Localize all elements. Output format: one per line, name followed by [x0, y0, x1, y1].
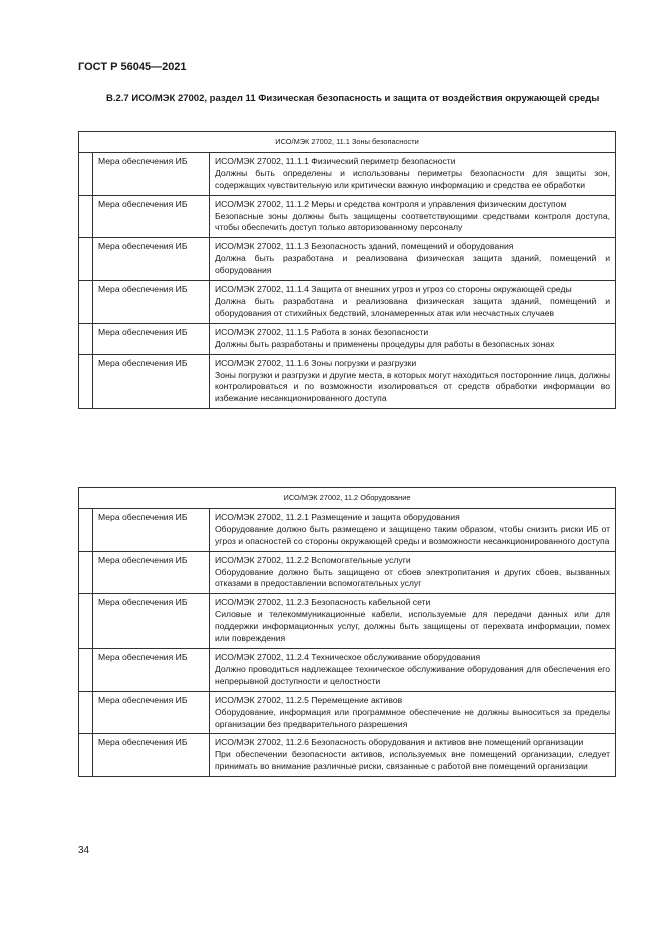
- group-header: ИСО/МЭК 27002, 11.1 Зоны безопасности: [79, 132, 616, 153]
- table-row: [79, 354, 616, 409]
- empty-cell: [79, 281, 93, 324]
- table-row: [79, 691, 616, 734]
- empty-cell: [79, 691, 93, 734]
- measure-cell: Мера обеспечения ИБ: [93, 238, 210, 281]
- control-text: Безопасные зоны должны быть защищены соответствующими средствами контроля доступа, чтобы обеспечить доступ только авторизованному персоналу: [215, 210, 610, 233]
- description-cell: [210, 551, 616, 594]
- measure-cell: Мера обеспечения ИБ: [93, 734, 210, 777]
- section-number: B.2.7: [106, 93, 129, 104]
- section-heading: [78, 92, 614, 105]
- control-text: Должна быть разработана и реализована физическая защита зданий, помещений и оборудования: [215, 253, 610, 276]
- measure-cell: Мера обеспечения ИБ: [93, 648, 210, 691]
- table-row: [79, 648, 616, 691]
- control-text: При обеспечении безопасности активов, используемых вне помещений организации, следует принимать во внимание различные риски, связанные с работой вне помещений организации: [215, 749, 611, 772]
- table-row: [79, 551, 616, 594]
- control-text: Силовые и телекоммуникационные кабели, используемые для передачи данных или для поддержки информационных услуг, должны быть защищены от перехвата информации, помех или повреждения: [215, 609, 611, 644]
- control-title: ИСО/МЭК 27002, 11.2.6 Безопасность оборудования и активов вне помещений организации: [215, 737, 584, 748]
- description-cell: [210, 238, 616, 281]
- table-row: [79, 323, 616, 354]
- control-title: ИСО/МЭК 27002, 11.1.4 Защита от внешних угроз и угроз со стороны окружающей среды: [215, 284, 572, 295]
- description-cell: [210, 323, 616, 354]
- empty-cell: [79, 323, 93, 354]
- control-title: ИСО/МЭК 27002, 11.2.3 Безопасность кабельной сети: [215, 597, 431, 608]
- controls-table-equipment: [78, 487, 616, 777]
- control-text: Оборудование, информация или программное обеспечение не должны выноситься за пределы организации без предварительного разрешения: [215, 706, 611, 729]
- measure-cell: Мера обеспечения ИБ: [93, 594, 210, 649]
- control-text: Оборудование должно быть размещено и защищено таким образом, чтобы снизить риски ИБ от угроз и опасностей со стороны окружающей среды и возможности несанкционированного доступа: [215, 523, 611, 546]
- empty-cell: [79, 508, 93, 551]
- page-number: 34: [78, 845, 90, 856]
- description-cell: [210, 648, 616, 691]
- table-row: [79, 195, 616, 238]
- control-text: Должны быть определены и использованы периметры безопасности для защиты зон, содержащих чувствительную или критически важную информацию и средства ее обработки: [215, 167, 610, 190]
- control-text: Зоны погрузки и разгрузки и другие места, в которых могут находиться посторонние лица, должны контролироваться и по возможности изолироваться от средств обработки информации во избежание несанкционированного доступа: [215, 369, 610, 404]
- controls-table-zones: [78, 131, 616, 409]
- control-title: ИСО/МЭК 27002, 11.1.1 Физический периметр безопасности: [215, 155, 456, 166]
- control-text: Должны быть разработаны и применены процедуры для работы в безопасных зонах: [215, 338, 555, 349]
- description-cell: [210, 508, 616, 551]
- empty-cell: [79, 238, 93, 281]
- measure-cell: Мера обеспечения ИБ: [93, 691, 210, 734]
- control-title: ИСО/МЭК 27002, 11.1.5 Работа в зонах безопасности: [215, 326, 429, 337]
- control-title: ИСО/МЭК 27002, 11.1.2 Меры и средства контроля и управления физическим доступом: [215, 198, 567, 209]
- empty-cell: [79, 734, 93, 777]
- table-row: [79, 238, 616, 281]
- measure-cell: Мера обеспечения ИБ: [93, 551, 210, 594]
- measure-cell: Мера обеспечения ИБ: [93, 281, 210, 324]
- control-text: Должно проводиться надлежащее техническое обслуживание оборудования для обеспечения его непрерывной доступности и целостности: [215, 663, 611, 686]
- description-cell: [210, 691, 616, 734]
- table-row: [79, 734, 616, 777]
- control-title: ИСО/МЭК 27002, 11.2.4 Техническое обслуживание оборудования: [215, 651, 481, 662]
- control-text: Оборудование должно быть защищено от сбоев электропитания и других сбоев, вызванных отказами в предоставлении вспомогательных услуг: [215, 566, 611, 589]
- empty-cell: [79, 195, 93, 238]
- standard-header: ГОСТ Р 56045—2021: [78, 61, 187, 73]
- control-title: ИСО/МЭК 27002, 11.1.3 Безопасность зданий, помещений и оборудования: [215, 241, 514, 252]
- description-cell: [210, 354, 616, 409]
- control-title: ИСО/МЭК 27002, 11.1.6 Зоны погрузки и разгрузки: [215, 357, 417, 368]
- description-cell: [210, 152, 616, 195]
- description-cell: [210, 594, 616, 649]
- group-header: ИСО/МЭК 27002, 11.2 Оборудование: [79, 488, 616, 509]
- empty-cell: [79, 594, 93, 649]
- control-title: ИСО/МЭК 27002, 11.2.5 Перемещение активов: [215, 694, 403, 705]
- measure-cell: Мера обеспечения ИБ: [93, 508, 210, 551]
- measure-cell: Мера обеспечения ИБ: [93, 195, 210, 238]
- description-cell: [210, 281, 616, 324]
- measure-cell: Мера обеспечения ИБ: [93, 354, 210, 409]
- empty-cell: [79, 354, 93, 409]
- table-row: [79, 152, 616, 195]
- table-row: [79, 508, 616, 551]
- table-row: [79, 281, 616, 324]
- empty-cell: [79, 152, 93, 195]
- measure-cell: Мера обеспечения ИБ: [93, 152, 210, 195]
- empty-cell: [79, 551, 93, 594]
- table-row: [79, 594, 616, 649]
- control-text: Должна быть разработана и реализована физическая защита зданий, помещений и оборудования от стихийных бедствий, злонамеренных атак или несчастных случаев: [215, 295, 610, 318]
- description-cell: [210, 734, 616, 777]
- control-title: ИСО/МЭК 27002, 11.2.2 Вспомогательные услуги: [215, 554, 411, 565]
- group-header-row: [79, 488, 616, 509]
- measure-cell: Мера обеспечения ИБ: [93, 323, 210, 354]
- empty-cell: [79, 648, 93, 691]
- control-title: ИСО/МЭК 27002, 11.2.1 Размещение и защита оборудования: [215, 511, 460, 522]
- description-cell: [210, 195, 616, 238]
- section-title: ИСО/МЭК 27002, раздел 11 Физическая безопасность и защита от воздействия окружающей среды: [131, 93, 600, 104]
- group-header-row: [79, 132, 616, 153]
